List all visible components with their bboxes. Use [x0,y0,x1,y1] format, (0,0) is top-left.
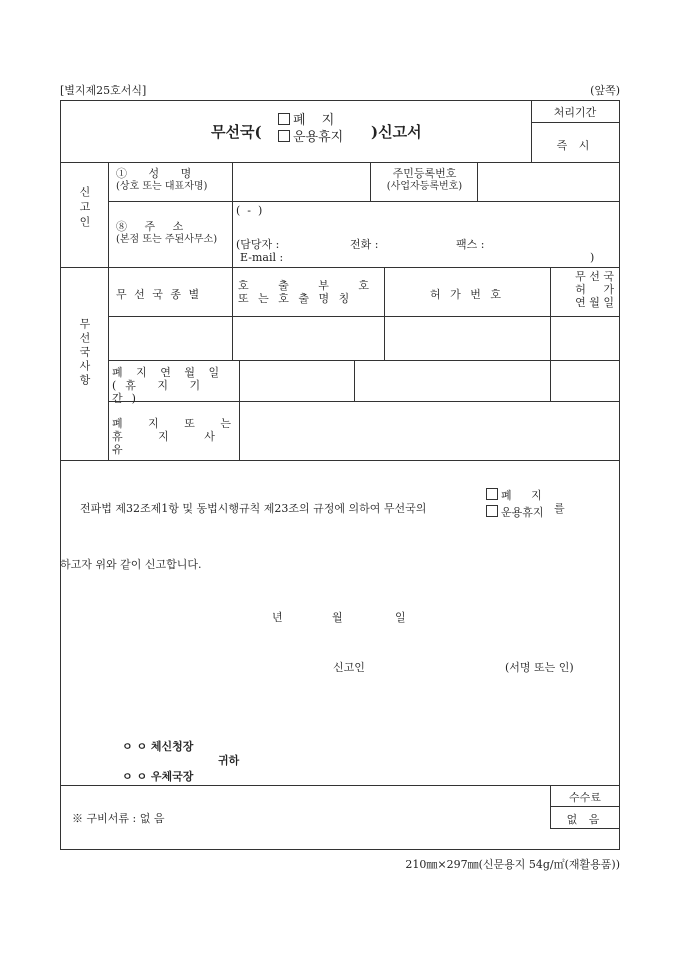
declaration-text: 전파법 제32조제1항 및 동법시행규칙 제23조의 규정에 의하여 무선국의 [80,502,427,515]
fee-label: 수수료 [569,791,601,804]
station-section-label: 무선국사항 [78,318,91,388]
title-prefix: 무선국( [211,123,262,141]
title-suffix: )신고서 [371,123,422,141]
declaration-options [486,487,550,521]
paper-spec: 210㎜×297㎜(신문용지 54g/㎡(재활용품)) [405,858,620,871]
checkbox-icon [278,113,290,125]
recipient-office-1: ㅇ ㅇ 체신청장 [122,740,194,753]
page-side: (앞쪽) [590,84,620,97]
recipient-office-2: ㅇ ㅇ 우체국장 [122,770,194,783]
checkbox-icon [486,488,498,500]
checkbox-icon [486,505,498,517]
option-abolish: 폐 지 [278,112,343,129]
title-options [278,112,343,146]
applicant-section-label: 신고인 [78,186,91,231]
close-paren: ) [590,251,595,264]
date-year: 년 [272,611,283,624]
address-label: ⑧ 주 소 (본점 또는 주된사무소) [116,220,218,245]
col-license-number: 허 가 번 호 [430,288,504,301]
fax-label: 팩스 : [456,238,485,251]
decl-option-suspend: 운용휴지 [486,504,550,521]
processing-period-value: 즉 시 [556,139,594,152]
form-number: [별지제25호서식] [60,84,147,97]
fee-value: 없 음 [566,813,604,826]
required-documents: ※ 구비서류 : 없 음 [72,812,165,825]
signature-label: (서명 또는 인) [505,661,574,674]
phone-label: 전화 : [350,238,379,251]
applicant-sign-label: 신고인 [333,661,365,674]
declaration-suffix: 를 [554,502,565,515]
col-station-type: 무 선 국 종 별 [116,288,202,301]
declaration-line2: 하고자 위와 같이 신고합니다. [60,558,202,571]
address-postal: ( - ) [236,204,263,217]
abolish-reason-label: 폐 지 또 는 휴 지 사 유 [112,417,231,456]
decl-option-abolish: 폐 지 [486,487,550,504]
date-day: 일 [395,611,406,624]
date-month: 월 [332,611,343,624]
checkbox-icon [278,130,290,142]
email-label: E-mail : [240,251,284,264]
honorific: 귀하 [218,754,240,767]
option-suspend: 운용휴지 [278,129,343,146]
manager-label: (담당자 : [236,238,280,251]
name-label: ① 성 명 (상호 또는 대표자명) [116,167,208,192]
processing-period-label: 처리기간 [553,106,597,119]
col-callsign: 호 출 부 호 또 는 호 출 명 칭 [238,279,382,305]
abolish-date-label: 폐 지 연 월 일 (휴 지 기 간) [112,366,225,405]
id-number-label: 주민등록번호 (사업자등록번호) [386,167,463,192]
col-license-date: 무 선 국 허 가 연 월 일 [575,270,614,309]
